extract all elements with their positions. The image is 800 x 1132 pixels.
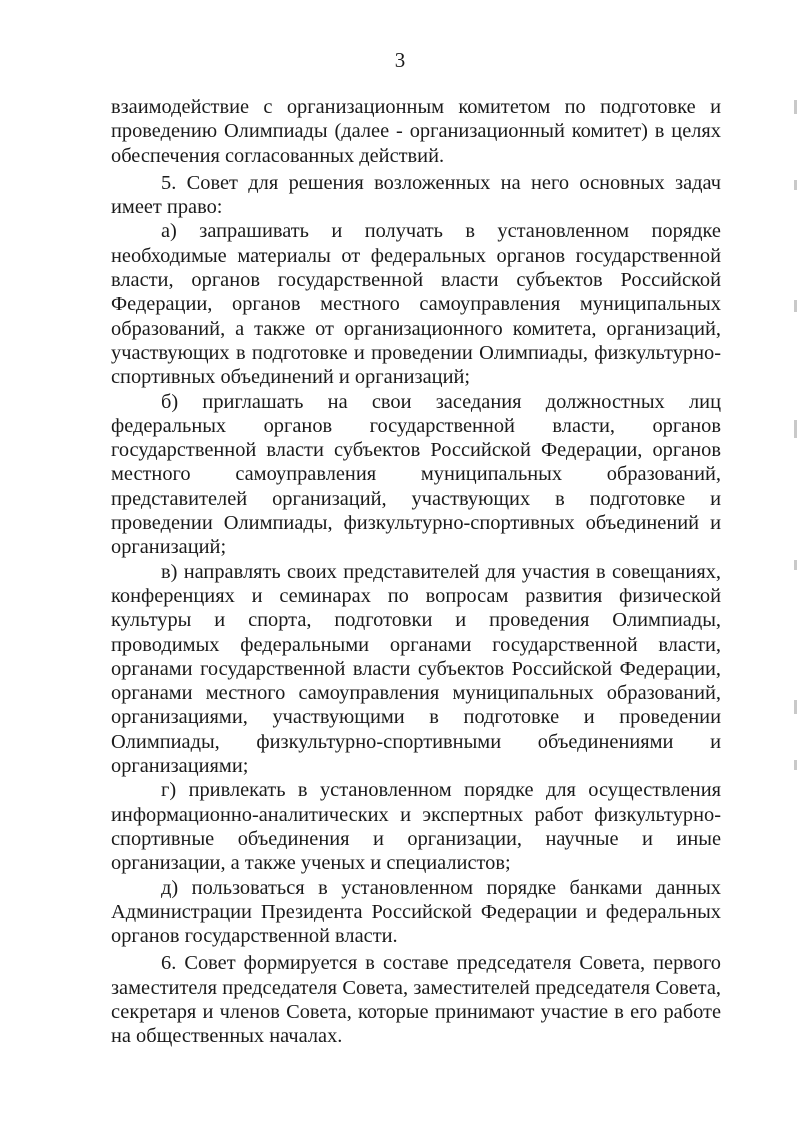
paragraph-item-5: 5. Совет для решения возложенных на него основных задач имеет право: [111,171,721,219]
paragraph-subitem-g: г) привлекать в установленном порядке для осуществления информационно-аналитических и экспертных работ физкультурно-спортивные объединения и организации, научные и иные организации, а также ученых и специалистов; [111,779,721,875]
document-body [111,95,721,1049]
scan-edge-mark [794,760,797,770]
paragraph-subitem-b: б) приглашать на свои заседания должностных лиц федеральных органов государственной власти, органов государственной власти субъектов Российской Федерации, органов местного самоуправления муниципальных образований, представителей организаций, участвующих в подготовке и проведении Олимпиады, физкультурно-спортивных объединений и организаций; [111,390,721,559]
scan-edge-mark [794,560,797,570]
scan-edge-mark [794,300,797,312]
paragraph-subitem-a: а) запрашивать и получать в установленном порядке необходимые материалы от федеральных органов государственной власти, органов государственной власти субъектов Российской Федерации, органов местного самоуправления муниципальных образований, а также от организационного комитета, организаций, участвующих в подготовке и проведении Олимпиады, физкультурно-спортивных объединений и организаций; [111,220,721,389]
scan-edge-mark [794,420,797,438]
paragraph-item-6: 6. Совет формируется в составе председателя Совета, первого заместителя председателя Совета, заместителей председателя Совета, секретаря и членов Совета, которые принимают участие в его работе на общественных началах. [111,952,721,1048]
paragraph-subitem-d: д) пользоваться в установленном порядке банками данных Администрации Президента Российской Федерации и федеральных органов государственной власти. [111,876,721,948]
paragraph-continuation: взаимодействие с организационным комитетом по подготовке и проведению Олимпиады (далее - организационный комитет) в целях обеспечения согласованных действий. [111,96,721,167]
scan-edge-mark [794,700,797,714]
scan-edge-mark [794,180,797,190]
paragraph-subitem-v: в) направлять своих представителей для участия в совещаниях, конференциях и семинарах по вопросам развития физической культуры и спорта, подготовки и проведения Олимпиады, проводимых федеральными органами государственной власти, органами государственной власти субъектов Российской Федерации, органами местного самоуправления муниципальных образований, организациями, участвующими в подготовке и проведении Олимпиады, физкультурно-спортивными объединениями и организациями; [111,560,721,778]
scan-edge-mark [794,100,797,114]
page-number: 3 [394,48,406,72]
